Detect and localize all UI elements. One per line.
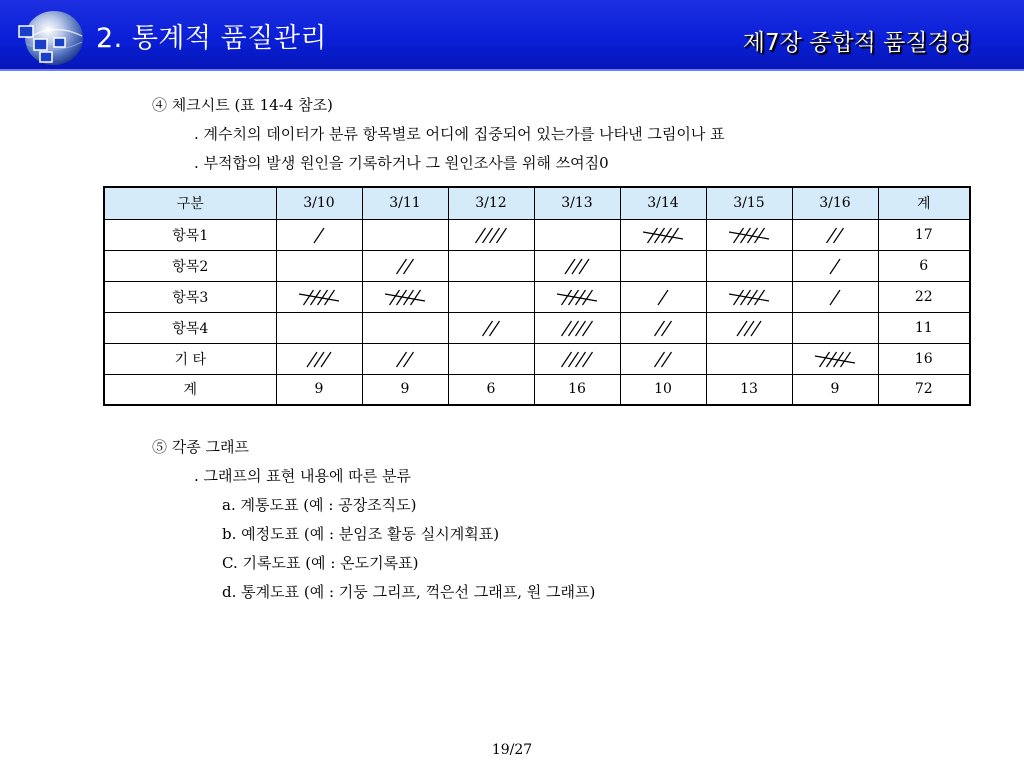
tally-stroke [658,290,668,305]
tally-marks-icon [641,348,685,370]
tally-cell [792,219,878,250]
title-bar [0,0,1024,70]
tally-cell [534,281,620,312]
graph-heading: ⑤ 각종 그래프 [152,438,249,456]
tally-cell [448,250,534,281]
check-sheet-line-2: . 부적합의 발생 원인을 기록하거나 그 원인조사를 위해 쓰여짐0 [194,154,609,172]
header-cell: 3/11 [362,187,448,219]
header-cell: 3/14 [620,187,706,219]
tally-cell [362,343,448,374]
tally-marks-icon [641,224,685,246]
header-cell: 계 [878,187,970,219]
tally-marks-icon [383,286,427,308]
header-cell: 3/16 [792,187,878,219]
table-row [104,281,970,312]
total-cell: 9 [276,374,362,405]
tally-marks-icon [813,255,857,277]
tally-marks-icon [469,317,513,339]
tally-cell [448,312,534,343]
tally-marks-icon [727,317,771,339]
header-cell: 3/13 [534,187,620,219]
tally-cell [276,281,362,312]
tally-marks-icon [383,348,427,370]
tally-cross-stroke [385,294,425,301]
tally-cross-stroke [729,294,769,301]
tally-cell [362,219,448,250]
tally-cell [620,281,706,312]
row-total-cell: 6 [878,250,970,281]
tally-marks-icon [641,317,685,339]
tally-cell [792,250,878,281]
row-label-cell: 항목3 [104,281,276,312]
tally-cell [706,343,792,374]
tally-marks-icon [555,317,599,339]
tally-cross-stroke [557,294,597,301]
header-cell: 3/12 [448,187,534,219]
tally-cell [620,312,706,343]
header-cell: 구분 [104,187,276,219]
tally-marks-icon [555,348,599,370]
tally-stroke [830,290,840,305]
graph-item-c: C. 기록도표 (예 : 온도기록표) [222,554,419,572]
check-sheet-heading: ④ 체크시트 (표 14-4 참조) [152,96,333,114]
total-cell: 6 [448,374,534,405]
total-cell: 16 [534,374,620,405]
check-sheet-line-1: . 계수치의 데이터가 분류 항목별로 어디에 집중되어 있는가를 나타낸 그림이나 표 [194,125,725,143]
tally-marks-icon [297,286,341,308]
tally-cross-stroke [299,294,339,301]
tally-cell [706,219,792,250]
graph-item-d: d. 통계도표 (예 : 기둥 그리프, 꺽은선 그래프, 원 그래프) [222,583,596,601]
globe-logo-icon [14,8,86,66]
row-label-cell: 항목1 [104,219,276,250]
row-total-cell: 17 [878,219,970,250]
row-total-cell: 22 [878,281,970,312]
check-sheet-table [103,186,971,406]
table-row [104,343,970,374]
tally-marks-icon [297,348,341,370]
table-header-row [104,187,970,219]
title-divider [0,69,1024,71]
header-cell: 3/15 [706,187,792,219]
tally-marks-icon [813,348,857,370]
tally-cell [792,343,878,374]
tally-cell [276,343,362,374]
tally-cell [448,343,534,374]
tally-marks-icon [383,255,427,277]
page-number: 19/27 [491,742,533,758]
tally-cell [276,250,362,281]
graph-subheading: . 그래프의 표현 내용에 따른 분류 [194,467,411,485]
row-label-cell: 항목4 [104,312,276,343]
tally-cell [706,281,792,312]
tally-marks-icon [469,224,513,246]
table-row [104,250,970,281]
row-label-cell: 항목2 [104,250,276,281]
tally-cell [534,219,620,250]
chapter-title: 제7장 종합적 품질경영 [742,30,972,56]
tally-stroke [314,228,324,243]
tally-cell [620,343,706,374]
tally-cell [276,219,362,250]
total-cell: 13 [706,374,792,405]
table-total-row [104,374,970,405]
row-label-cell: 기 타 [104,343,276,374]
total-label-cell: 계 [104,374,276,405]
row-total-cell: 16 [878,343,970,374]
table-row [104,312,970,343]
tally-marks-icon [813,224,857,246]
tally-cell [792,312,878,343]
graph-item-b: b. 예정도표 (예 : 분임조 활동 실시계획표) [222,525,500,543]
tally-cell [706,250,792,281]
tally-cell [362,312,448,343]
tally-marks-icon [727,224,771,246]
header-cell: 3/10 [276,187,362,219]
tally-marks-icon [555,255,599,277]
tally-cell [448,219,534,250]
tally-cell [706,312,792,343]
tally-cell [448,281,534,312]
tally-marks-icon [641,286,685,308]
row-total-cell: 11 [878,312,970,343]
tally-marks-icon [727,286,771,308]
total-cell: 10 [620,374,706,405]
page-title: 2. 통계적 품질관리 [96,23,327,54]
tally-marks-icon [555,286,599,308]
tally-cross-stroke [729,232,769,239]
tally-cell [620,250,706,281]
graph-item-a: a. 계통도표 (예 : 공장조직도) [222,496,417,514]
tally-cross-stroke [643,232,683,239]
tally-cell [362,250,448,281]
tally-cell [534,312,620,343]
tally-marks-icon [813,286,857,308]
total-cell: 9 [792,374,878,405]
total-cell: 9 [362,374,448,405]
tally-cell [534,343,620,374]
tally-cell [362,281,448,312]
tally-cell [534,250,620,281]
tally-cell [620,219,706,250]
tally-cell [276,312,362,343]
tally-cross-stroke [815,356,855,363]
tally-stroke [830,259,840,274]
tally-marks-icon [297,224,341,246]
tally-cell [792,281,878,312]
grand-total-cell: 72 [878,374,970,405]
table-row [104,219,970,250]
